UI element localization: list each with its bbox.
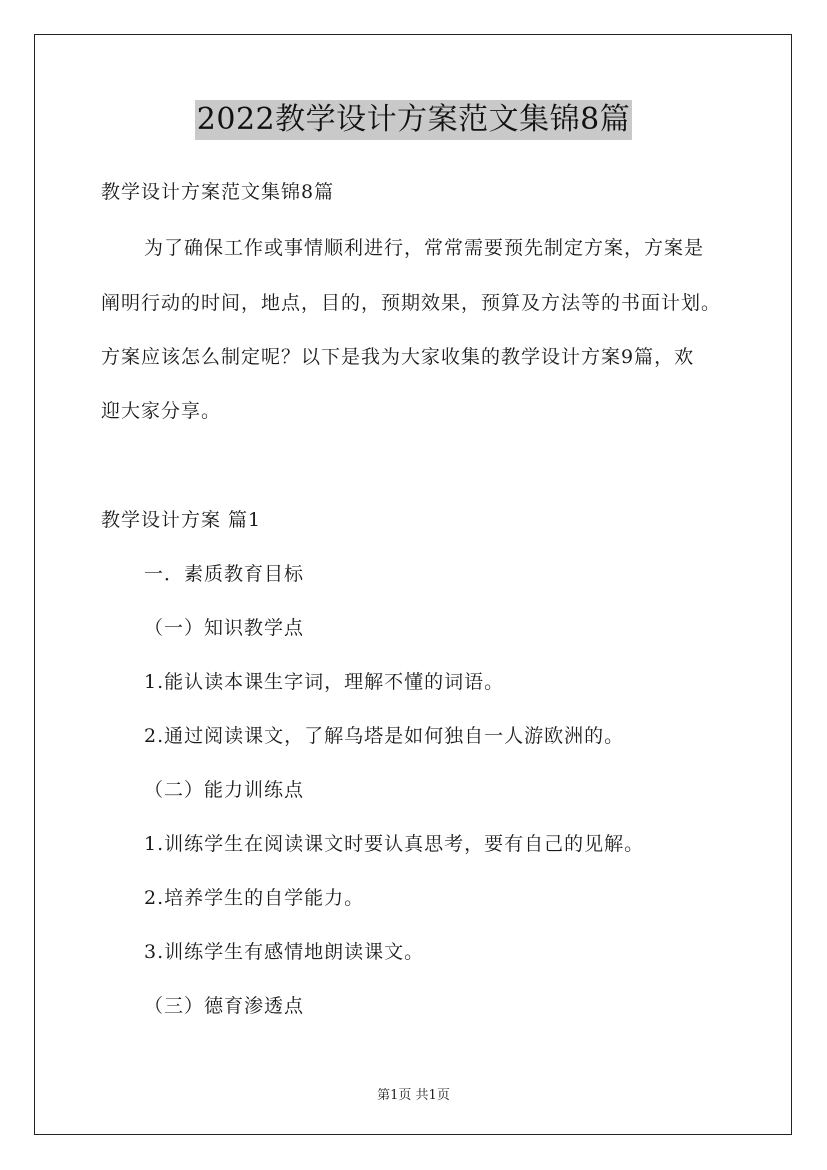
- outline-item: 2.通过阅读课文，了解乌塔是如何独自一人游欧洲的。: [144, 725, 625, 747]
- outline-heading: 一．素质教育目标: [144, 563, 305, 585]
- outline-item: 1.训练学生在阅读课文时要认真思考，要有自己的见解。: [144, 833, 645, 855]
- outline-item: 1.能认读本课生字词，理解不懂的词语。: [144, 671, 505, 693]
- outline-item: 2.培养学生的自学能力。: [144, 887, 365, 909]
- document-title: 2022教学设计方案范文集锦8篇: [195, 100, 632, 140]
- paragraph-line-3: 方案应该怎么制定呢？以下是我为大家收集的教学设计方案9篇，欢: [101, 346, 695, 368]
- title-container: [0, 100, 827, 140]
- outline-subheading-2: （二）能力训练点: [144, 779, 305, 801]
- subtitle-line: 教学设计方案范文集锦8篇: [101, 181, 335, 203]
- paragraph-line-4: 迎大家分享。: [101, 400, 222, 422]
- paragraph-line-1: 为了确保工作或事情顺利进行，常常需要预先制定方案，方案是: [144, 237, 705, 259]
- page-footer: 第1页 共1页: [377, 1088, 450, 1103]
- outline-item: 3.训练学生有感情地朗读课文。: [144, 941, 425, 963]
- outline-subheading-1: （一）知识教学点: [144, 617, 305, 639]
- outline-subheading-3: （三）德育渗透点: [144, 995, 305, 1017]
- paragraph-line-2: 阐明行动的时间，地点，目的，预期效果，预算及方法等的书面计划。: [101, 292, 722, 314]
- section-heading: 教学设计方案 篇1: [101, 509, 262, 531]
